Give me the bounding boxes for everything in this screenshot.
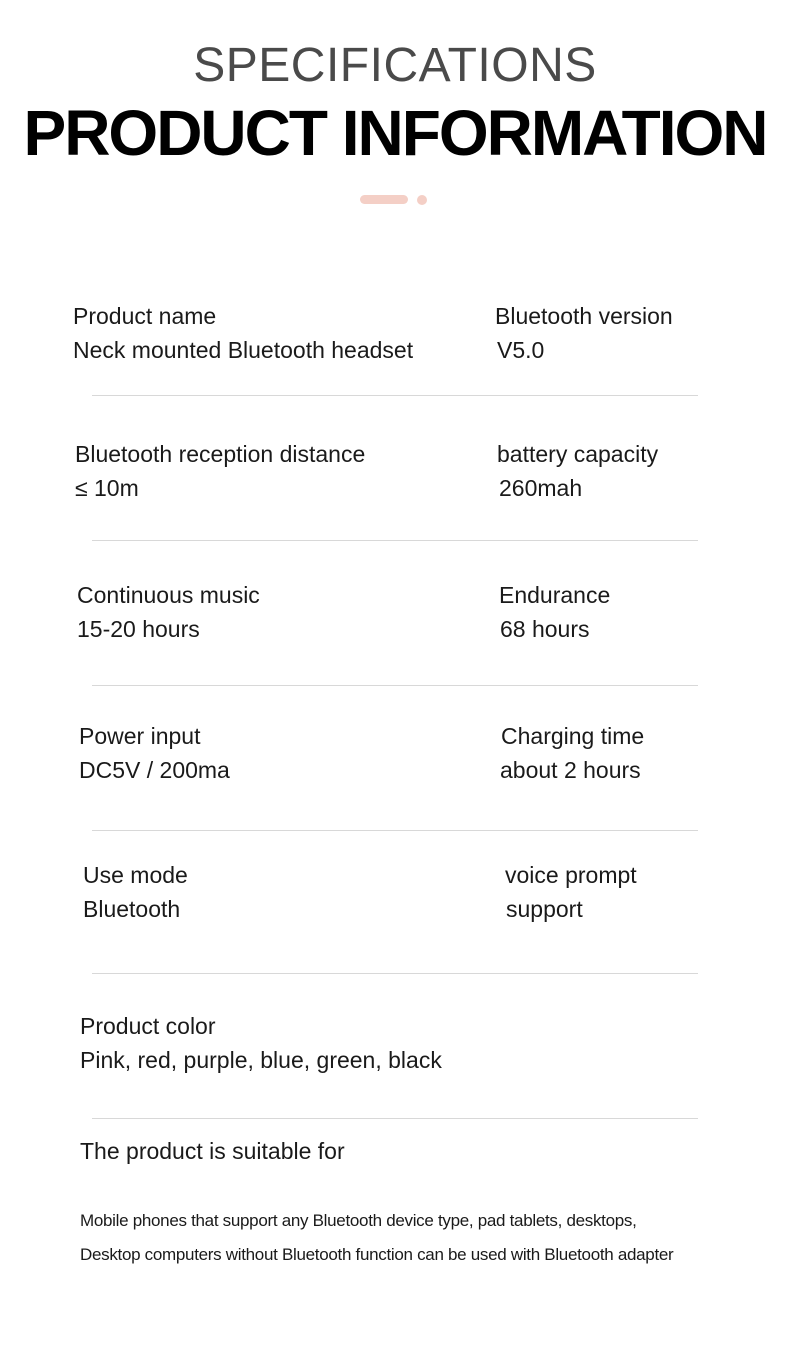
spec-value: DC5V / 200ma [79, 757, 230, 783]
spec-bluetooth-version [495, 299, 673, 367]
spec-value: about 2 hours [500, 757, 641, 783]
spec-label: voice prompt [505, 862, 637, 888]
spec-value: ≤ 10m [75, 475, 139, 501]
spec-endurance [499, 578, 610, 646]
spec-label: Power input [79, 723, 201, 749]
page-title: PRODUCT INFORMATION [23, 97, 767, 169]
decorative-dots [360, 194, 430, 206]
spec-label: Continuous music [77, 582, 260, 608]
spec-value: Neck mounted Bluetooth headset [73, 337, 414, 363]
section-subtitle: SPECIFICATIONS [193, 39, 597, 92]
spec-charging-time [501, 719, 644, 787]
suitable-description [80, 1204, 673, 1272]
spec-label: Use mode [83, 862, 188, 888]
spec-value: support [506, 896, 583, 922]
spec-value: V5.0 [497, 337, 545, 363]
spec-value: 68 hours [500, 616, 590, 642]
spec-product-name [73, 299, 413, 367]
spec-value: 260mah [499, 475, 583, 501]
spec-continuous-music [77, 578, 260, 646]
divider [92, 540, 698, 541]
spec-reception-distance [75, 437, 365, 505]
spec-product-color [80, 1009, 442, 1077]
divider [92, 685, 698, 686]
spec-label: Bluetooth version [495, 303, 673, 329]
spec-voice-prompt [505, 858, 637, 926]
divider [92, 1118, 698, 1119]
spec-label: Charging time [501, 723, 645, 749]
spec-value: Bluetooth [83, 896, 181, 922]
suitable-heading: The product is suitable for [80, 1138, 345, 1164]
suitable-line: Mobile phones that support any Bluetooth device type, pad tablets, desktops, [80, 1211, 637, 1230]
spec-label: Bluetooth reception distance [75, 441, 366, 467]
spec-use-mode [83, 858, 188, 926]
spec-label: battery capacity [497, 441, 659, 467]
decorative-dot [417, 195, 427, 205]
suitable-line: Desktop computers without Bluetooth function can be used with Bluetooth adapter [80, 1245, 674, 1264]
spec-label: Endurance [499, 582, 611, 608]
decorative-pill [360, 195, 408, 204]
spec-value: 15-20 hours [77, 616, 200, 642]
divider [92, 973, 698, 974]
spec-battery-capacity [497, 437, 658, 505]
spec-value: Pink, red, purple, blue, green, black [80, 1047, 442, 1073]
spec-label: Product color [80, 1013, 216, 1039]
divider [92, 830, 698, 831]
spec-label: Product name [73, 303, 217, 329]
spec-power-input [79, 719, 230, 787]
divider [92, 395, 698, 396]
